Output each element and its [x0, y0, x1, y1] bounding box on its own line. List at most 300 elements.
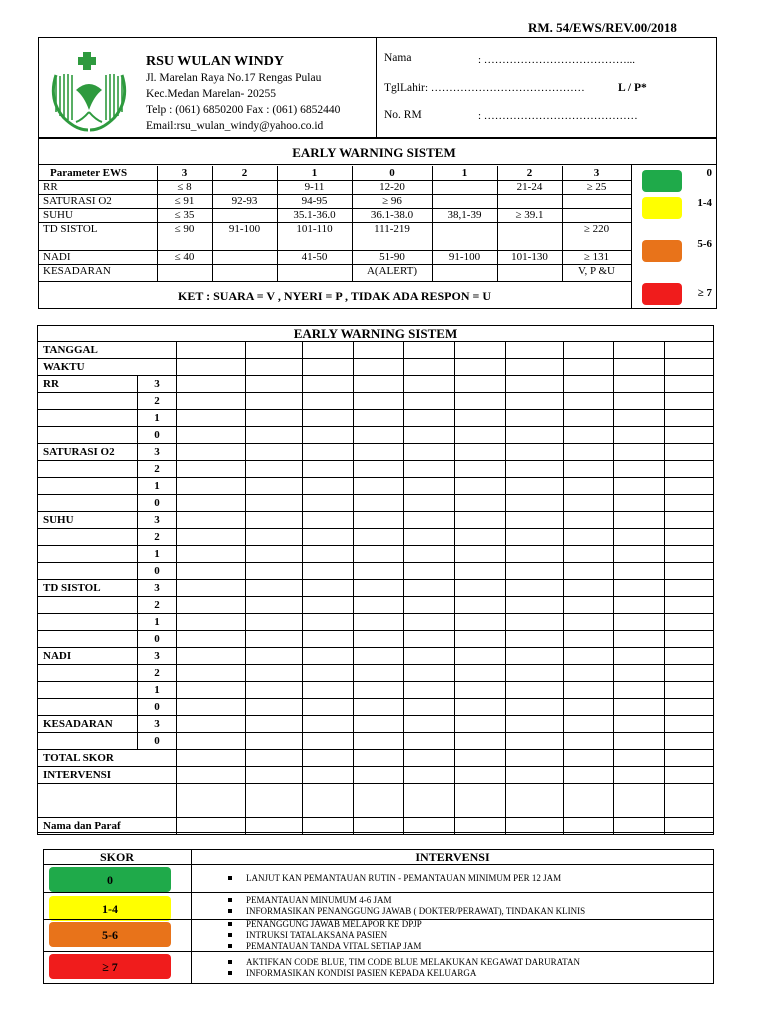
grid-entry-cell[interactable]: [614, 376, 665, 393]
grid-entry-cell[interactable]: [246, 563, 303, 580]
grid-entry-cell[interactable]: [665, 784, 714, 818]
grid-entry-cell[interactable]: [353, 767, 404, 784]
grid-entry-cell[interactable]: [177, 563, 246, 580]
grid-entry-cell[interactable]: [404, 427, 455, 444]
grid-entry-cell[interactable]: [404, 716, 455, 733]
grid-entry-cell[interactable]: [303, 597, 354, 614]
grid-entry-cell[interactable]: [665, 818, 714, 835]
grid-entry-cell[interactable]: [665, 733, 714, 750]
grid-entry-cell[interactable]: [614, 410, 665, 427]
grid-entry-cell[interactable]: [563, 495, 614, 512]
grid-entry-cell[interactable]: [404, 376, 455, 393]
grid-entry-cell[interactable]: [177, 631, 246, 648]
grid-entry-cell[interactable]: [614, 784, 665, 818]
nama-field[interactable]: : …………………………………...: [478, 54, 636, 66]
grid-entry-cell[interactable]: [455, 444, 506, 461]
ews-header-param: Parameter EWS: [50, 167, 128, 179]
grid-entry-cell[interactable]: [614, 427, 665, 444]
grid-entry-cell[interactable]: [303, 376, 354, 393]
grid-entry-cell[interactable]: [614, 580, 665, 597]
grid-entry-cell[interactable]: [563, 444, 614, 461]
grid-entry-cell[interactable]: [614, 648, 665, 665]
grid-entry-cell[interactable]: [563, 665, 614, 682]
grid-entry-cell[interactable]: [353, 614, 404, 631]
grid-entry-cell[interactable]: [177, 614, 246, 631]
grid-entry-cell[interactable]: [303, 342, 354, 359]
ews-cell: ≤ 91: [174, 195, 195, 207]
grid-entry-cell[interactable]: [563, 682, 614, 699]
ews-cell: 36.1-38.0: [370, 209, 414, 221]
grid-entry-cell[interactable]: [246, 699, 303, 716]
grid-entry-cell[interactable]: [614, 614, 665, 631]
grid-entry-cell[interactable]: [614, 461, 665, 478]
grid-entry-cell[interactable]: [665, 529, 714, 546]
grid-entry-cell[interactable]: [455, 818, 506, 835]
grid-entry-cell[interactable]: [303, 359, 354, 376]
grid-entry-cell[interactable]: [303, 495, 354, 512]
grid-entry-cell[interactable]: [563, 342, 614, 359]
grid-entry-cell[interactable]: [614, 716, 665, 733]
grid-entry-cell[interactable]: [177, 495, 246, 512]
grid-entry-cell[interactable]: [177, 597, 246, 614]
grid-entry-cell[interactable]: [665, 393, 714, 410]
grid-entry-cell[interactable]: [505, 818, 563, 835]
grid-entry-cell[interactable]: [505, 359, 563, 376]
grid-entry-cell[interactable]: [563, 359, 614, 376]
grid-entry-cell[interactable]: [303, 665, 354, 682]
grid-entry-cell[interactable]: [563, 427, 614, 444]
grid-entry-cell[interactable]: [303, 784, 354, 818]
grid-entry-cell[interactable]: [303, 733, 354, 750]
grid-entry-cell[interactable]: [246, 597, 303, 614]
grid-entry-cell[interactable]: [303, 529, 354, 546]
grid-entry-cell[interactable]: [614, 478, 665, 495]
grid-entry-cell[interactable]: [303, 393, 354, 410]
grid-entry-cell[interactable]: [404, 665, 455, 682]
grid-entry-cell[interactable]: [505, 767, 563, 784]
grid-entry-cell[interactable]: [303, 546, 354, 563]
grid-entry-cell[interactable]: [563, 767, 614, 784]
grid-entry-cell[interactable]: [404, 597, 455, 614]
grid-entry-cell[interactable]: [614, 342, 665, 359]
tgl-lahir-field[interactable]: : ……………………………………: [425, 82, 585, 94]
grid-entry-cell[interactable]: [246, 427, 303, 444]
grid-entry-cell[interactable]: [505, 427, 563, 444]
grid-entry-cell[interactable]: [505, 665, 563, 682]
grid-entry-cell[interactable]: [563, 699, 614, 716]
grid-entry-cell[interactable]: [404, 359, 455, 376]
grid-entry-cell[interactable]: [563, 563, 614, 580]
grid-entry-cell[interactable]: [665, 597, 714, 614]
grid-entry-cell[interactable]: [246, 631, 303, 648]
grid-entry-cell[interactable]: [665, 563, 714, 580]
grid-entry-cell[interactable]: [614, 767, 665, 784]
grid-entry-cell[interactable]: [563, 512, 614, 529]
grid-entry-cell[interactable]: [665, 444, 714, 461]
grid-entry-cell[interactable]: [353, 665, 404, 682]
grid-entry-cell[interactable]: [246, 376, 303, 393]
grid-entry-cell[interactable]: [404, 614, 455, 631]
grid-entry-cell[interactable]: [665, 359, 714, 376]
grid-entry-cell[interactable]: [665, 478, 714, 495]
grid-entry-cell[interactable]: [563, 750, 614, 767]
grid-entry-cell[interactable]: [505, 631, 563, 648]
grid-entry-cell[interactable]: [665, 750, 714, 767]
ews-cell: V, P &U: [578, 265, 615, 277]
grid-entry-cell[interactable]: [455, 478, 506, 495]
grid-entry-cell[interactable]: [246, 529, 303, 546]
grid-entry-cell[interactable]: [455, 733, 506, 750]
grid-entry-cell[interactable]: [505, 512, 563, 529]
grid-entry-cell[interactable]: [353, 546, 404, 563]
grid-entry-cell[interactable]: [404, 767, 455, 784]
grid-entry-cell[interactable]: [455, 393, 506, 410]
grid-entry-cell[interactable]: [246, 410, 303, 427]
grid-entry-cell[interactable]: [246, 512, 303, 529]
grid-entry-cell[interactable]: [303, 648, 354, 665]
grid-entry-cell[interactable]: [177, 699, 246, 716]
grid-entry-cell[interactable]: [303, 614, 354, 631]
grid-entry-cell[interactable]: [505, 580, 563, 597]
grid-entry-cell[interactable]: [455, 529, 506, 546]
grid-entry-cell[interactable]: [455, 699, 506, 716]
grid-entry-cell[interactable]: [563, 648, 614, 665]
grid-entry-cell[interactable]: [614, 563, 665, 580]
grid-entry-cell[interactable]: [353, 376, 404, 393]
grid-entry-cell[interactable]: [177, 818, 246, 835]
grid-entry-cell[interactable]: [353, 342, 404, 359]
grid-entry-cell[interactable]: [563, 461, 614, 478]
grid-entry-cell[interactable]: [404, 631, 455, 648]
grid-entry-cell[interactable]: [303, 699, 354, 716]
grid-entry-cell[interactable]: [505, 393, 563, 410]
grid-entry-cell[interactable]: [665, 716, 714, 733]
grid-entry-cell[interactable]: [614, 359, 665, 376]
grid-entry-cell[interactable]: [665, 342, 714, 359]
grid-entry-cell[interactable]: [404, 648, 455, 665]
grid-entry-cell[interactable]: [404, 529, 455, 546]
grid-entry-cell[interactable]: [246, 665, 303, 682]
ews-cell: 21-24: [516, 181, 543, 193]
grid-entry-cell[interactable]: [505, 478, 563, 495]
grid-entry-cell[interactable]: [353, 818, 404, 835]
grid-entry-cell[interactable]: [455, 410, 506, 427]
grid-entry-cell[interactable]: [246, 495, 303, 512]
grid-entry-cell[interactable]: [404, 512, 455, 529]
grid-entry-cell[interactable]: [353, 478, 404, 495]
grid-entry-cell[interactable]: [455, 716, 506, 733]
grid-entry-cell[interactable]: [303, 580, 354, 597]
grid-entry-cell[interactable]: [177, 580, 246, 597]
grid-entry-cell[interactable]: [303, 631, 354, 648]
grid-entry-cell[interactable]: [614, 597, 665, 614]
grid-entry-cell[interactable]: [177, 665, 246, 682]
grid-entry-cell[interactable]: [353, 495, 404, 512]
grid-entry-cell[interactable]: [563, 784, 614, 818]
grid-entry-cell[interactable]: [665, 767, 714, 784]
grid-row-label: [38, 665, 138, 682]
grid-entry-cell[interactable]: [665, 495, 714, 512]
grid-entry-cell[interactable]: [505, 716, 563, 733]
grid-entry-cell[interactable]: [455, 682, 506, 699]
grid-entry-cell[interactable]: [505, 648, 563, 665]
grid-entry-cell[interactable]: [455, 597, 506, 614]
grid-entry-cell[interactable]: [614, 393, 665, 410]
grid-entry-cell[interactable]: [563, 597, 614, 614]
grid-entry-cell[interactable]: [404, 478, 455, 495]
grid-entry-cell[interactable]: [505, 733, 563, 750]
grid-entry-cell[interactable]: [404, 393, 455, 410]
grid-entry-cell[interactable]: [614, 818, 665, 835]
grid-entry-cell[interactable]: [455, 563, 506, 580]
grid-entry-cell[interactable]: [404, 563, 455, 580]
grid-entry-cell[interactable]: [404, 461, 455, 478]
grid-entry-cell[interactable]: [563, 733, 614, 750]
ews-cell: ≥ 131: [583, 251, 610, 263]
grid-entry-cell[interactable]: [353, 648, 404, 665]
grid-entry-cell[interactable]: [246, 784, 303, 818]
grid-entry-cell[interactable]: [353, 682, 404, 699]
grid-entry-cell[interactable]: [505, 614, 563, 631]
grid-entry-cell[interactable]: [563, 546, 614, 563]
grid-entry-cell[interactable]: [665, 682, 714, 699]
grid-entry-cell[interactable]: [404, 699, 455, 716]
grid-entry-cell[interactable]: [177, 444, 246, 461]
grid-entry-cell[interactable]: [353, 563, 404, 580]
grid-entry-cell[interactable]: [563, 580, 614, 597]
grid-entry-cell[interactable]: [353, 444, 404, 461]
grid-row: [38, 512, 714, 529]
grid-entry-cell[interactable]: [246, 393, 303, 410]
grid-entry-cell[interactable]: [665, 427, 714, 444]
grid-entry-cell[interactable]: [665, 648, 714, 665]
grid-entry-cell[interactable]: [404, 495, 455, 512]
grid-entry-cell[interactable]: [455, 767, 506, 784]
grid-entry-cell[interactable]: [614, 699, 665, 716]
grid-entry-cell[interactable]: [303, 818, 354, 835]
grid-entry-cell[interactable]: [505, 699, 563, 716]
ews-param-1: RR: [43, 181, 58, 193]
grid-entry-cell[interactable]: [353, 631, 404, 648]
ews-cell: 92-93: [231, 195, 258, 207]
grid-entry-cell[interactable]: [246, 750, 303, 767]
grid-entry-cell[interactable]: [246, 682, 303, 699]
grid-entry-cell[interactable]: [177, 767, 246, 784]
grid-entry-cell[interactable]: [505, 597, 563, 614]
grid-entry-cell[interactable]: [404, 546, 455, 563]
grid-entry-cell[interactable]: [404, 444, 455, 461]
grid-entry-cell[interactable]: [455, 750, 506, 767]
grid-entry-cell[interactable]: [505, 750, 563, 767]
grid-entry-cell[interactable]: [246, 580, 303, 597]
grid-entry-cell[interactable]: [177, 342, 246, 359]
grid-entry-cell[interactable]: [614, 546, 665, 563]
grid-entry-cell[interactable]: [177, 478, 246, 495]
grid-entry-cell[interactable]: [246, 716, 303, 733]
grid-entry-cell[interactable]: [303, 410, 354, 427]
grid-entry-cell[interactable]: [246, 614, 303, 631]
grid-entry-cell[interactable]: [353, 512, 404, 529]
grid-entry-cell[interactable]: [614, 495, 665, 512]
grid-entry-cell[interactable]: [505, 342, 563, 359]
grid-entry-cell[interactable]: [353, 597, 404, 614]
legend-swatch: [642, 170, 682, 192]
gender-field[interactable]: L / P*: [618, 82, 647, 94]
grid-entry-cell[interactable]: [455, 784, 506, 818]
grid-entry-cell[interactable]: [614, 665, 665, 682]
grid-entry-cell[interactable]: [505, 784, 563, 818]
grid-entry-cell[interactable]: [303, 750, 354, 767]
grid-entry-cell[interactable]: [303, 682, 354, 699]
grid-entry-cell[interactable]: [455, 614, 506, 631]
grid-entry-cell[interactable]: [455, 631, 506, 648]
grid-entry-cell[interactable]: [563, 614, 614, 631]
grid-entry-cell[interactable]: [177, 427, 246, 444]
grid-entry-cell[interactable]: [455, 461, 506, 478]
grid-entry-cell[interactable]: [353, 529, 404, 546]
grid-entry-cell[interactable]: [665, 580, 714, 597]
grid-entry-cell[interactable]: [246, 342, 303, 359]
grid-entry-cell[interactable]: [563, 631, 614, 648]
grid-entry-cell[interactable]: [563, 478, 614, 495]
grid-entry-cell[interactable]: [404, 682, 455, 699]
grid-entry-cell[interactable]: [505, 563, 563, 580]
grid-entry-cell[interactable]: [455, 546, 506, 563]
grid-entry-cell[interactable]: [353, 359, 404, 376]
grid-entry-cell[interactable]: [404, 342, 455, 359]
grid-entry-cell[interactable]: [404, 818, 455, 835]
grid-entry-cell[interactable]: [177, 512, 246, 529]
grid-entry-cell[interactable]: [303, 512, 354, 529]
grid-entry-cell[interactable]: [563, 818, 614, 835]
grid-entry-cell[interactable]: [505, 546, 563, 563]
grid-entry-cell[interactable]: [614, 512, 665, 529]
grid-entry-cell[interactable]: [353, 750, 404, 767]
grid-entry-cell[interactable]: [177, 376, 246, 393]
grid-entry-cell[interactable]: [404, 410, 455, 427]
grid-entry-cell[interactable]: [455, 580, 506, 597]
grid-entry-cell[interactable]: [246, 648, 303, 665]
grid-entry-cell[interactable]: [563, 410, 614, 427]
grid-entry-cell[interactable]: [246, 478, 303, 495]
grid-entry-cell[interactable]: [303, 461, 354, 478]
grid-entry-cell[interactable]: [455, 512, 506, 529]
grid-row: [38, 342, 714, 359]
grid-entry-cell[interactable]: [353, 733, 404, 750]
grid-entry-cell[interactable]: [246, 767, 303, 784]
grid-entry-cell[interactable]: [404, 784, 455, 818]
grid-entry-cell[interactable]: [455, 665, 506, 682]
grid-entry-cell[interactable]: [665, 546, 714, 563]
grid-entry-cell[interactable]: [614, 529, 665, 546]
grid-entry-cell[interactable]: [505, 529, 563, 546]
grid-entry-cell[interactable]: [665, 631, 714, 648]
grid-entry-cell[interactable]: [665, 665, 714, 682]
grid-entry-cell[interactable]: [505, 495, 563, 512]
grid-entry-cell[interactable]: [303, 478, 354, 495]
grid-entry-cell[interactable]: [246, 359, 303, 376]
grid-entry-cell[interactable]: [353, 699, 404, 716]
grid-entry-cell[interactable]: [563, 376, 614, 393]
grid-row-score: 2: [137, 529, 176, 546]
grid-entry-cell[interactable]: [505, 444, 563, 461]
grid-entry-cell[interactable]: [353, 580, 404, 597]
grid-entry-cell[interactable]: [353, 784, 404, 818]
grid-entry-cell[interactable]: [177, 733, 246, 750]
grid-entry-cell[interactable]: [614, 444, 665, 461]
grid-entry-cell[interactable]: [177, 750, 246, 767]
grid-entry-cell[interactable]: [353, 393, 404, 410]
grid-entry-cell[interactable]: [177, 784, 246, 818]
grid-entry-cell[interactable]: [353, 461, 404, 478]
grid-entry-cell[interactable]: [353, 716, 404, 733]
grid-entry-cell[interactable]: [404, 750, 455, 767]
grid-entry-cell[interactable]: [614, 750, 665, 767]
grid-row-label: SUHU: [38, 512, 138, 529]
grid-entry-cell[interactable]: [177, 393, 246, 410]
grid-entry-cell[interactable]: [505, 376, 563, 393]
grid-entry-cell[interactable]: [303, 767, 354, 784]
grid-entry-cell[interactable]: [246, 546, 303, 563]
grid-entry-cell[interactable]: [353, 410, 404, 427]
grid-entry-cell[interactable]: [563, 716, 614, 733]
grid-entry-cell[interactable]: [505, 410, 563, 427]
grid-entry-cell[interactable]: [177, 682, 246, 699]
grid-entry-cell[interactable]: [665, 410, 714, 427]
grid-entry-cell[interactable]: [665, 461, 714, 478]
grid-entry-cell[interactable]: [455, 648, 506, 665]
grid-entry-cell[interactable]: [404, 580, 455, 597]
bullet-icon: [228, 876, 232, 880]
grid-entry-cell[interactable]: [177, 716, 246, 733]
grid-entry-cell[interactable]: [665, 512, 714, 529]
grid-entry-cell[interactable]: [455, 427, 506, 444]
grid-entry-cell[interactable]: [303, 563, 354, 580]
grid-entry-cell[interactable]: [177, 546, 246, 563]
grid-entry-cell[interactable]: [177, 359, 246, 376]
grid-entry-cell[interactable]: [246, 733, 303, 750]
grid-entry-cell[interactable]: [563, 529, 614, 546]
grid-entry-cell[interactable]: [303, 427, 354, 444]
grid-entry-cell[interactable]: [665, 699, 714, 716]
grid-entry-cell[interactable]: [177, 410, 246, 427]
no-rm-field[interactable]: : ……………………………………: [478, 110, 638, 122]
ews-header-score: 3: [181, 167, 188, 179]
grid-entry-cell[interactable]: [455, 376, 506, 393]
grid-entry-cell[interactable]: [177, 648, 246, 665]
grid-entry-cell[interactable]: [614, 682, 665, 699]
grid-entry-cell[interactable]: [665, 614, 714, 631]
grid-entry-cell[interactable]: [246, 444, 303, 461]
grid-entry-cell[interactable]: [455, 359, 506, 376]
grid-entry-cell[interactable]: [665, 376, 714, 393]
grid-entry-cell[interactable]: [177, 529, 246, 546]
grid-entry-cell[interactable]: [303, 716, 354, 733]
grid-entry-cell[interactable]: [404, 733, 455, 750]
grid-entry-cell[interactable]: [614, 631, 665, 648]
grid-entry-cell[interactable]: [303, 444, 354, 461]
grid-entry-cell[interactable]: [455, 495, 506, 512]
grid-entry-cell[interactable]: [614, 733, 665, 750]
grid-entry-cell[interactable]: [505, 461, 563, 478]
grid-entry-cell[interactable]: [455, 342, 506, 359]
grid-entry-cell[interactable]: [505, 682, 563, 699]
grid-entry-cell[interactable]: [246, 818, 303, 835]
grid-entry-cell[interactable]: [177, 461, 246, 478]
grid-entry-cell[interactable]: [563, 393, 614, 410]
grid-entry-cell[interactable]: [353, 427, 404, 444]
grid-entry-cell[interactable]: [246, 461, 303, 478]
